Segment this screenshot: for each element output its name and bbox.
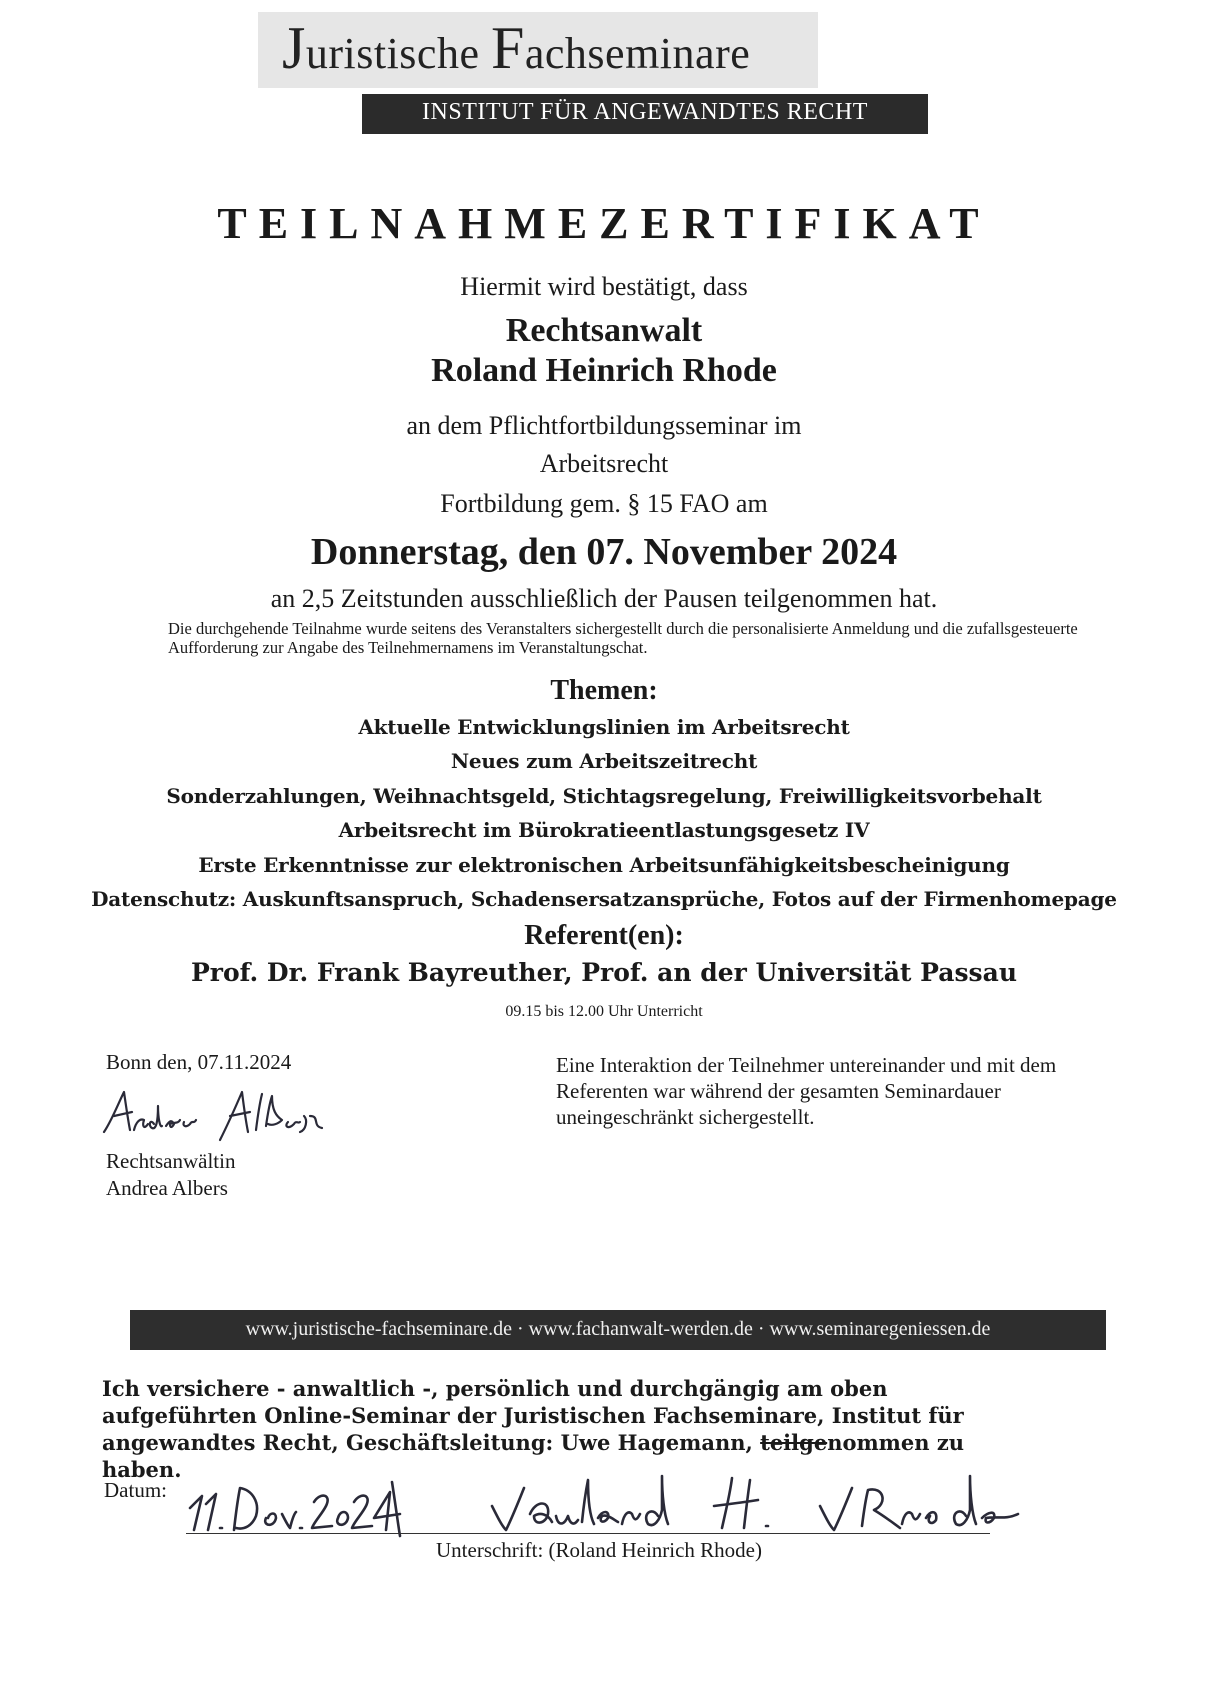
certificate-title: TEILNAHMEZERTIFIKAT bbox=[217, 199, 991, 248]
interaction-note: Eine Interaktion der Teilnehmer untereinander und mit dem Referenten war während der gesamten Seminardauer uneingeschränkt sichergestellt. bbox=[556, 1053, 1057, 1129]
seminar-line-3: Fortbildung gem. § 15 FAO am bbox=[440, 489, 768, 518]
handwritten-date-text: 11. Nov. 2024 bbox=[186, 1468, 192, 1469]
assurance-statement bbox=[102, 1375, 1022, 1483]
issuer-signature bbox=[100, 1086, 340, 1146]
referent-heading: Referent(en): bbox=[524, 920, 684, 951]
assurance-text-end: nommen zu haben. bbox=[102, 1430, 965, 1482]
logo-subtitle: INSTITUT FÜR ANGEWANDTES RECHT bbox=[422, 99, 868, 125]
issuer-name: Andrea Albers bbox=[106, 1176, 228, 1200]
handwritten-signature-text: Roland H. Rhode bbox=[490, 1470, 497, 1471]
theme-item: Datenschutz: Auskunftsanspruch, Schadensersatzansprüche, Fotos auf der Firmenhomepage bbox=[91, 887, 1117, 911]
assurance-text: Ich versichere - anwaltlich -, persönlich und durchgängig am oben aufgeführten Online-Seminar der Juristischen Fachseminare, Institut für angewandtes Recht, Geschäftsleitung: Uwe Hagemann, bbox=[102, 1376, 964, 1455]
seminar-line-2: Arbeitsrecht bbox=[539, 449, 669, 478]
seminar-date: Donnerstag, den 07. November 2024 bbox=[310, 531, 898, 573]
theme-item: Neues zum Arbeitszeitrecht bbox=[450, 749, 758, 773]
referent-name: Prof. Dr. Frank Bayreuther, Prof. an der Universität Passau bbox=[190, 958, 1017, 987]
handwritten-date bbox=[186, 1468, 436, 1538]
issuer-signature-text: Andrea Albers bbox=[100, 1086, 106, 1087]
signature-caption: Unterschrift: (Roland Heinrich Rhode) bbox=[436, 1538, 762, 1562]
datum-label: Datum: bbox=[104, 1478, 167, 1502]
assurance-struck-text: teilge bbox=[760, 1430, 828, 1455]
theme-item: Arbeitsrecht im Bürokratieentlastungsgesetz IV bbox=[338, 818, 870, 842]
place-date: Bonn den, 07.11.2024 bbox=[106, 1050, 292, 1074]
logo-title-part: uristische bbox=[305, 29, 491, 78]
participant-name: Roland Heinrich Rhode bbox=[431, 352, 777, 389]
issuer-role: Rechtsanwältin bbox=[106, 1149, 236, 1173]
logo-title-part: achseminare bbox=[524, 29, 751, 78]
certificate-intro: Hiermit wird bestätigt, dass bbox=[460, 272, 748, 301]
theme-item: Sonderzahlungen, Weihnachtsgeld, Stichtagsregelung, Freiwilligkeitsvorbehalt bbox=[166, 784, 1042, 808]
seminar-line-1: an dem Pflichtfortbildungsseminar im bbox=[406, 411, 802, 440]
logo-title bbox=[282, 14, 750, 83]
participant-title: Rechtsanwalt bbox=[505, 312, 703, 349]
logo-title-initial-j: J bbox=[282, 15, 306, 81]
handwritten-signature bbox=[490, 1470, 1030, 1540]
participation-note: Die durchgehende Teilnahme wurde seitens des Veranstalters sichergestellt durch die personalisierte Anmeldung und die zufallsgesteuerte Aufforderung zur Angabe des Teilnehmernamens im Veranstaltungschat. bbox=[168, 619, 1078, 657]
theme-item: Aktuelle Entwicklungslinien im Arbeitsrecht bbox=[358, 715, 850, 739]
lesson-time: 09.15 bis 12.00 Uhr Unterricht bbox=[505, 1003, 703, 1020]
logo-title-initial-f: F bbox=[491, 15, 525, 81]
theme-item: Erste Erkenntnisse zur elektronischen Arbeitsunfähigkeitsbescheinigung bbox=[198, 853, 1010, 877]
url-links: www.juristische-fachseminare.de · www.fachanwalt-werden.de · www.seminaregeniessen.de bbox=[245, 1318, 991, 1340]
duration-line: an 2,5 Zeitstunden ausschließlich der Pausen teilgenommen hat. bbox=[270, 584, 938, 613]
themes-heading: Themen: bbox=[550, 675, 658, 706]
signature-line bbox=[186, 1533, 990, 1534]
